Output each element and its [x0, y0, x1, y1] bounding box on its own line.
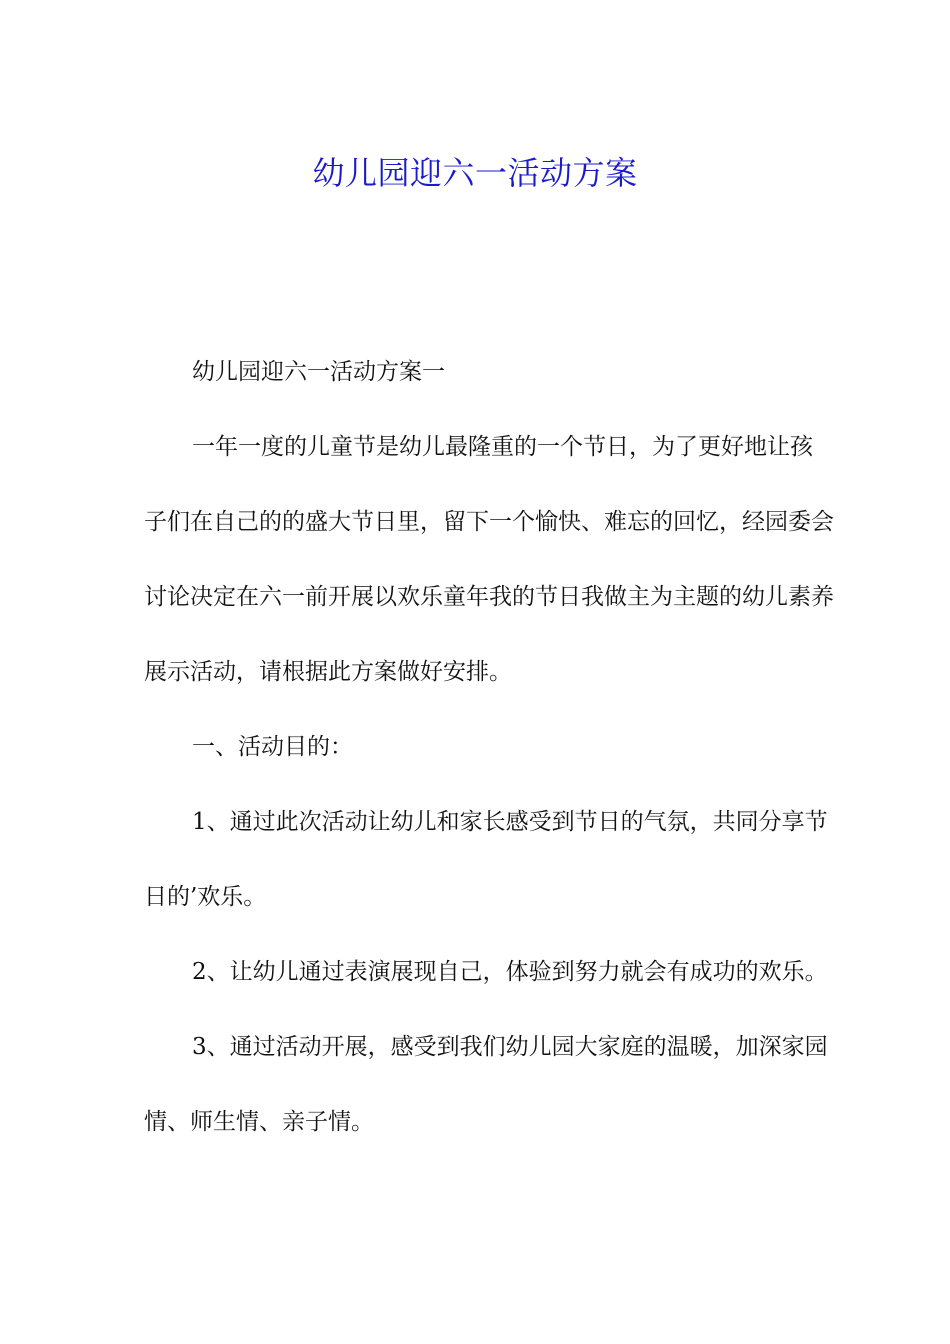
section-heading: 幼儿园迎六一活动方案一	[192, 359, 445, 385]
purpose-heading: 一、活动目的：	[192, 734, 353, 760]
document-title: 幼儿园迎六一活动方案	[312, 154, 638, 193]
purpose-item-2: 2、让幼儿通过表演展现自己，体验到努力就会有成功的欢乐。	[192, 959, 828, 985]
document-body	[144, 335, 834, 1160]
intro-paragraph: 一年一度的儿童节是幼儿最隆重的一个节日，为了更好地让孩子们在自己的的盛大节日里，留下一个愉快、难忘的回忆，经园委会讨论决定在六一前开展以欢乐童年我的节日我做主为主题的幼儿素养展示活动，请根据此方案做好安排。	[144, 434, 834, 685]
purpose-item-1: 1、通过此次活动让幼儿和家长感受到节日的气氛，共同分享节日的’欢乐。	[144, 809, 828, 910]
purpose-item-3: 3、通过活动开展，感受到我们幼儿园大家庭的温暖，加深家园情、师生情、亲子情。	[144, 1034, 828, 1135]
